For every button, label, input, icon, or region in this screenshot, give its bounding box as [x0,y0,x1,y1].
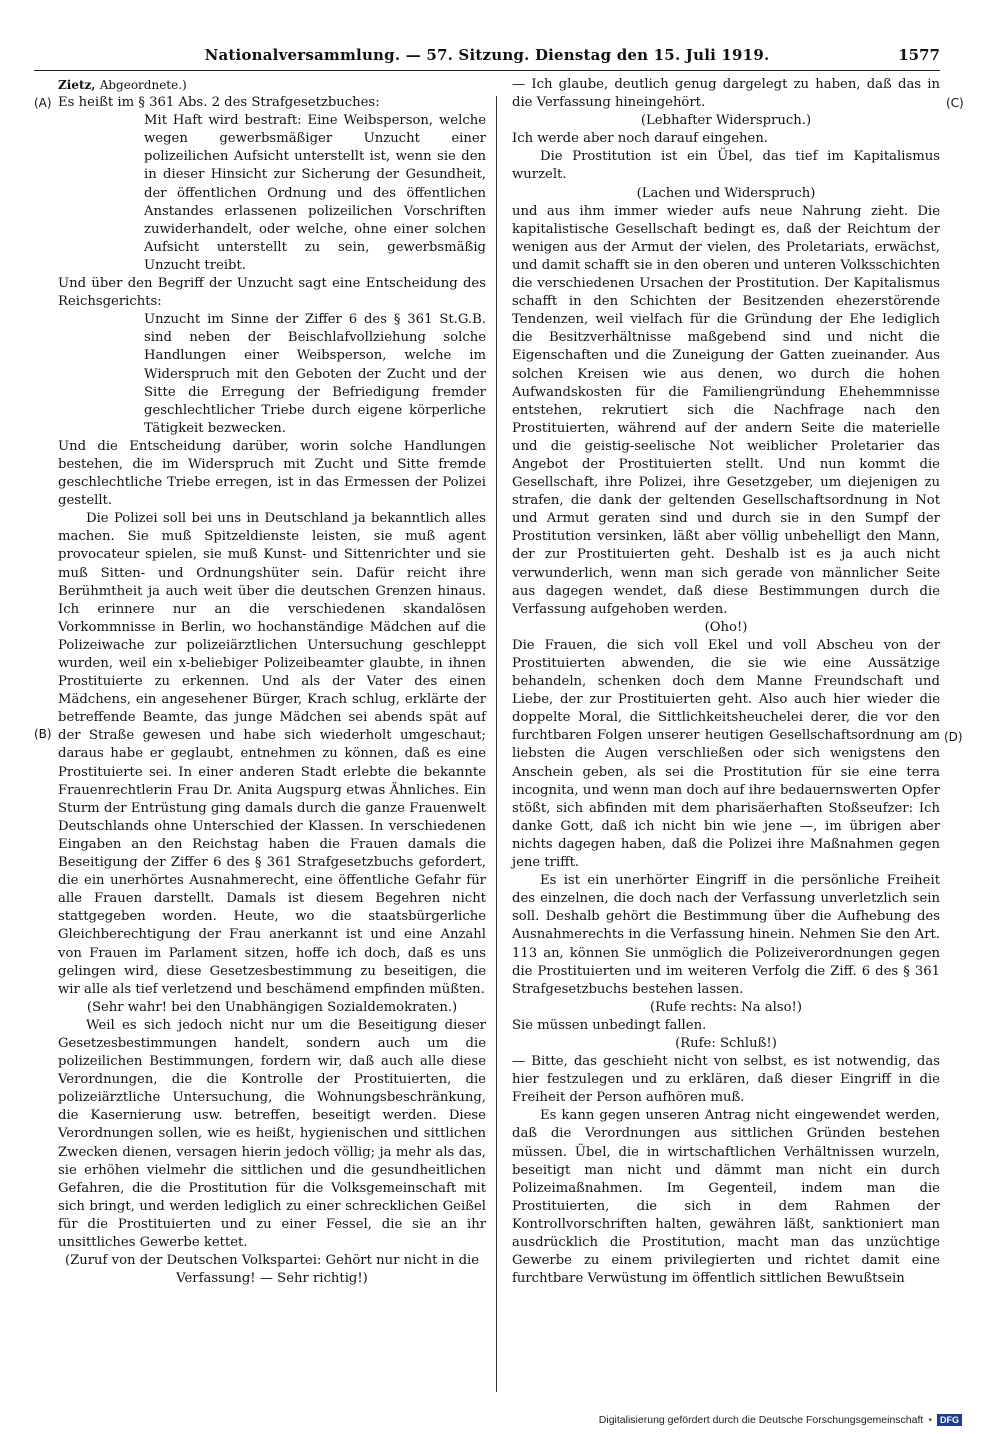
page-header [34,46,940,72]
right-column [512,76,940,1288]
paragraph: Weil es sich jedoch nicht nur um die Beseitigung dieser Gesetzesbestimmungen handelt, sondern auch um die polizeilichen Bestimmungen, fordern wir, daß auch alle diese Verordnungen, die die Kontrolle der Prostituierten, die polizeiärztliche Untersuchung, die Wohnungsbeschränkung, die Kasernierung usw. betreffen, beseitigt werden. Diese Verordnungen sollen, wie es heißt, hygienischen und sittlichen Zwecken dienen, versagen hierin jedoch völlig; ja mehr als das, sie erhöhen vielmehr die sittlichen und die gesundheitlichen Gefahren, die die Prostitution für die Volksgemeinschaft mit sich bringt, und werden lediglich zu einer schrecklichen Geißel für die Prostituierten und zu einer Fessel, die sie an ihr unsittliches Gewerbe kettet. [58,1017,486,1250]
paragraph: Und die Entscheidung darüber, worin solche Handlungen bestehen, die im Widerspruch mit Zucht und Sitte fremde geschlechtliche Triebe erregen, ist in das Ermessen der Polizei gestellt. [58,438,486,509]
paragraph: Die Polizei soll bei uns in Deutschland ja bekanntlich alles machen. Sie muß Spitzeldienste leisten, sie muß agent provocateur spielen, sie muß Kunst- und Sittenrichter und sie muß Sitten- und Ordnungshüter sein. Dafür reicht ihre Berühmtheit ja auch weit über die deutschen Grenzen hinaus. Ich erinnere nur an die verschiedenen skandalösen Vorkommnisse in Berlin, wo hochanständige Mädchen auf die Polizeiwache zur polizeiärztlichen Untersuchung geschleppt wurden, weil ein x-beliebiger Polizeibeamter glaubte, in ihnen Prostituierte zu erkennen. Und als der Vater des einen Mädchens, ein angesehener Bürger, Krach schlug, erklärte der betreffende Beamte, das junge Mädchen sei abends spät auf der Straße gewesen und habe sich wiederholt umgeschaut; daraus habe er geglaubt, entnehmen zu können, daß es eine Prostituierte sei. In einer anderen Stadt erlebte die bekannte Frauenrechtlerin Frau Dr. Anita Augspurg etwas Ähnliches. Ein Sturm der Entrüstung ging damals durch die ganze Frauenwelt Deutschlands ohne Unterschied der Klassen. In verschiedenen Eingaben an den Reichstag haben die Frauen damals die Beseitigung der Ziffer 6 des § 361 Strafgesetzbuchs gefordert, die ein unerhörtes Ausnahmerecht, eine öffentliche Gefahr für alle Frauen darstellt. Damals ist diesem Begehren nicht stattgegeben worden. Heute, wo die staatsbürgerliche Gleichberechtigung der Frau anerkannt ist und eine Anzahl von Frauen im Parlament sitzen, hoffe ich doch, daß es uns gelingen wird, diese Gesetzesbestimmung zu beseitigen, die wir alle als tief verletzend und beschämend empfinden müßten. [58,511,486,997]
block-quote: Mit Haft wird bestraft: Eine Weibsperson, welche wegen gewerbsmäßiger Unzucht einer polizeilichen Aufsicht unterstellt ist, wenn sie den in dieser Hinsicht zur Sicherung der Gesundheit, der öffentlichen Ordnung und des öffentlichen Anstandes erlassenen polizeilichen Vorschriften zuwiderhandelt, oder welche, ohne einer solchen Aufsicht unterstellt zu sein, gewerbsmäßig Unzucht treibt. [144,113,486,273]
left-column [58,76,486,1288]
paragraph: Die Frauen, die sich voll Ekel und voll Abscheu von der Prostituierten abwenden, die sie wie eine Aussätzige behandeln, schenken doch dem Manne Freundschaft und Liebe, der zur Prostituierten geht. Also auch hier wieder die doppelte Moral, die Sittlichkeitsheuchelei derer, die vor den furchtbaren Folgen unserer heutigen Gesellschaftsordnung am liebsten die Augen verschließen oder sich wenigstens den Anschein geben, als sei die Prostitution für sie eine terra incognita, und wenn man doch auf ihre bedauernswerten Opfer stößt, sich abfinden mit dem pharisäerhaften Stoßseufzer: Ich danke Gott, daß ich nicht bin wie jene —, im übrigen aber nichts dagegen haben, daß die Polizei ihre Maßnahmen gegen jene trifft. [512,637,940,871]
paragraph: Ich werde aber noch darauf eingehen. [512,131,769,147]
footer-credit: Digitalisierung gefördert durch die Deutsche Forschungsgemeinschaft [598,1414,924,1426]
speaker-role: Abgeordnete.) [99,78,187,92]
speaker-name: Zietz, [58,78,96,92]
margin-mark-d: (D) [944,730,963,744]
paragraph: Sie müssen unbedingt fallen. [512,1017,707,1033]
speaker-line [58,76,486,94]
interjection: (Rufe: Schluß!) [675,1035,777,1051]
interjection: (Oho!) [704,619,748,635]
interjection: (Rufe rechts: Na also!) [650,999,802,1015]
column-divider [496,96,497,1392]
interjection: (Sehr wahr! bei den Unabhängigen Sozialdemokraten.) [86,999,458,1015]
footer [599,1414,962,1426]
running-head: Nationalversammlung. — 57. Sitzung. Dienstag den 15. Juli 1919. [204,46,770,64]
interjection: (Lachen und Widerspruch) [636,185,816,201]
dfg-logo: DFG [937,1414,962,1426]
block-quote: Unzucht im Sinne der Ziffer 6 des § 361 St.G.B. sind neben der Beischlafvollziehung solche Handlungen einer Weibsperson, welche im Widerspruch mit den Geboten der Zucht und der Sitte die Erregung der Befriedigung fremder geschlechtlicher Triebe durch eigene körperliche Tätigkeit bezwecken. [144,312,486,436]
paragraph: Es heißt im § 361 Abs. 2 des Strafgesetzbuches: [58,95,380,111]
paragraph: Und über den Begriff der Unzucht sagt eine Entscheidung des Reichsgerichts: [58,276,486,310]
margin-mark-b: (B) [34,727,52,741]
margin-mark-a: (A) [34,96,52,110]
interjection: (Zuruf von der Deutschen Volkspartei: Gehört nur nicht in die Verfassung! — Sehr richtig!) [64,1253,480,1287]
interjection: (Lebhafter Widerspruch.) [640,113,812,129]
footer-separator: • [928,1414,932,1426]
header-rule [34,70,940,71]
paragraph: — Bitte, das geschieht nicht von selbst, es ist notwendig, das hier festzulegen und zu erklären, daß dieser Eingriff in die Freiheit der Person aufhören muß. [512,1054,940,1106]
page-number: 1577 [898,46,940,64]
paragraph: Es ist ein unerhörter Eingriff in die persönliche Freiheit des einzelnen, die doch nach der Verfassung unverletzlich sein soll. Deshalb gehört die Bestimmung über die Aufhebung des Ausnahmerechts in die Verfassung hinein. Nehmen Sie den Art. 113 an, können Sie unmöglich die Polizeiverordnungen gegen die Prostituierten und im weiteren Verfolg die Ziff. 6 des § 361 Strafgesetzbuchs bestehen lassen. [512,873,940,997]
paragraph: Es kann gegen unseren Antrag nicht eingewendet werden, daß die Verordnungen aus sittlichen Gründen bestehen müssen. Übel, die in wirtschaftlichen Verhältnissen wurzeln, beseitigt man nicht und dämmt man nicht ein durch Polizeimaßnahmen. Im Gegenteil, indem man die Prostituierten, die sich in dem Rahmen der Kontrollvorschriften halten, gewähren läßt, sanktioniert man ausdrücklich die Prostitution, macht man das unzüchtige Gewerbe zu einem privilegierten und richtet damit eine furchtbare Verwüstung im öffentlich sittlichen Bewußtsein [512,1108,940,1287]
paragraph: Die Prostitution ist ein Übel, das tief im Kapitalismus wurzelt. [512,149,940,183]
paragraph: und aus ihm immer wieder aufs neue Nahrung zieht. Die kapitalistische Gesellschaft bedingt es, daß der Reichtum der wenigen aus der Armut der vielen, des Proletariats, erwächst, und damit schafft sie in den oberen und unteren Volksschichten die verschiedenen Ursachen der Prostitution. Der Kapitalismus schafft in den Schichten der Besitzenden ehezerstörende Tendenzen, weil vielfach für die Gründung der Ehe lediglich die Besitzverhältnisse maßgebend sind und nicht die Eigenschaften und die Zuneigung der Gatten zueinander. Aus solchen Kreisen wie aus denen, wo durch die hohen Aufwandskosten für die Familiengründung Ehehemmnisse entstehen, rekrutiert sich die Nachfrage nach den Prostituierten, während auf der andern Seite die materielle und die geistig-seelische Not weiblicher Proletarier das Angebot der Prostituierten stellt. Und nun kommt die Gesellschaft, ihre Polizei, ihre Gesetzgeber, um diejenigen zu strafen, die dank der geltenden Gesellschaftsordnung in Not und Armut geraten sind und durch sie in den Sumpf der Prostitution versinken, läßt aber völlig unbehelligt den Mann, der zur Prostituierten geht. Deshalb ist es ja auch nicht verwunderlich, wenn man sich gerade von männlicher Seite aus dagegen wendet, daß diese Bestimmungen durch die Verfassung aufgehoben werden. [512,203,940,617]
paragraph: — Ich glaube, deutlich genug dargelegt zu haben, daß das in die Verfassung hineingehört. [512,77,940,111]
margin-mark-c: (C) [946,96,964,110]
